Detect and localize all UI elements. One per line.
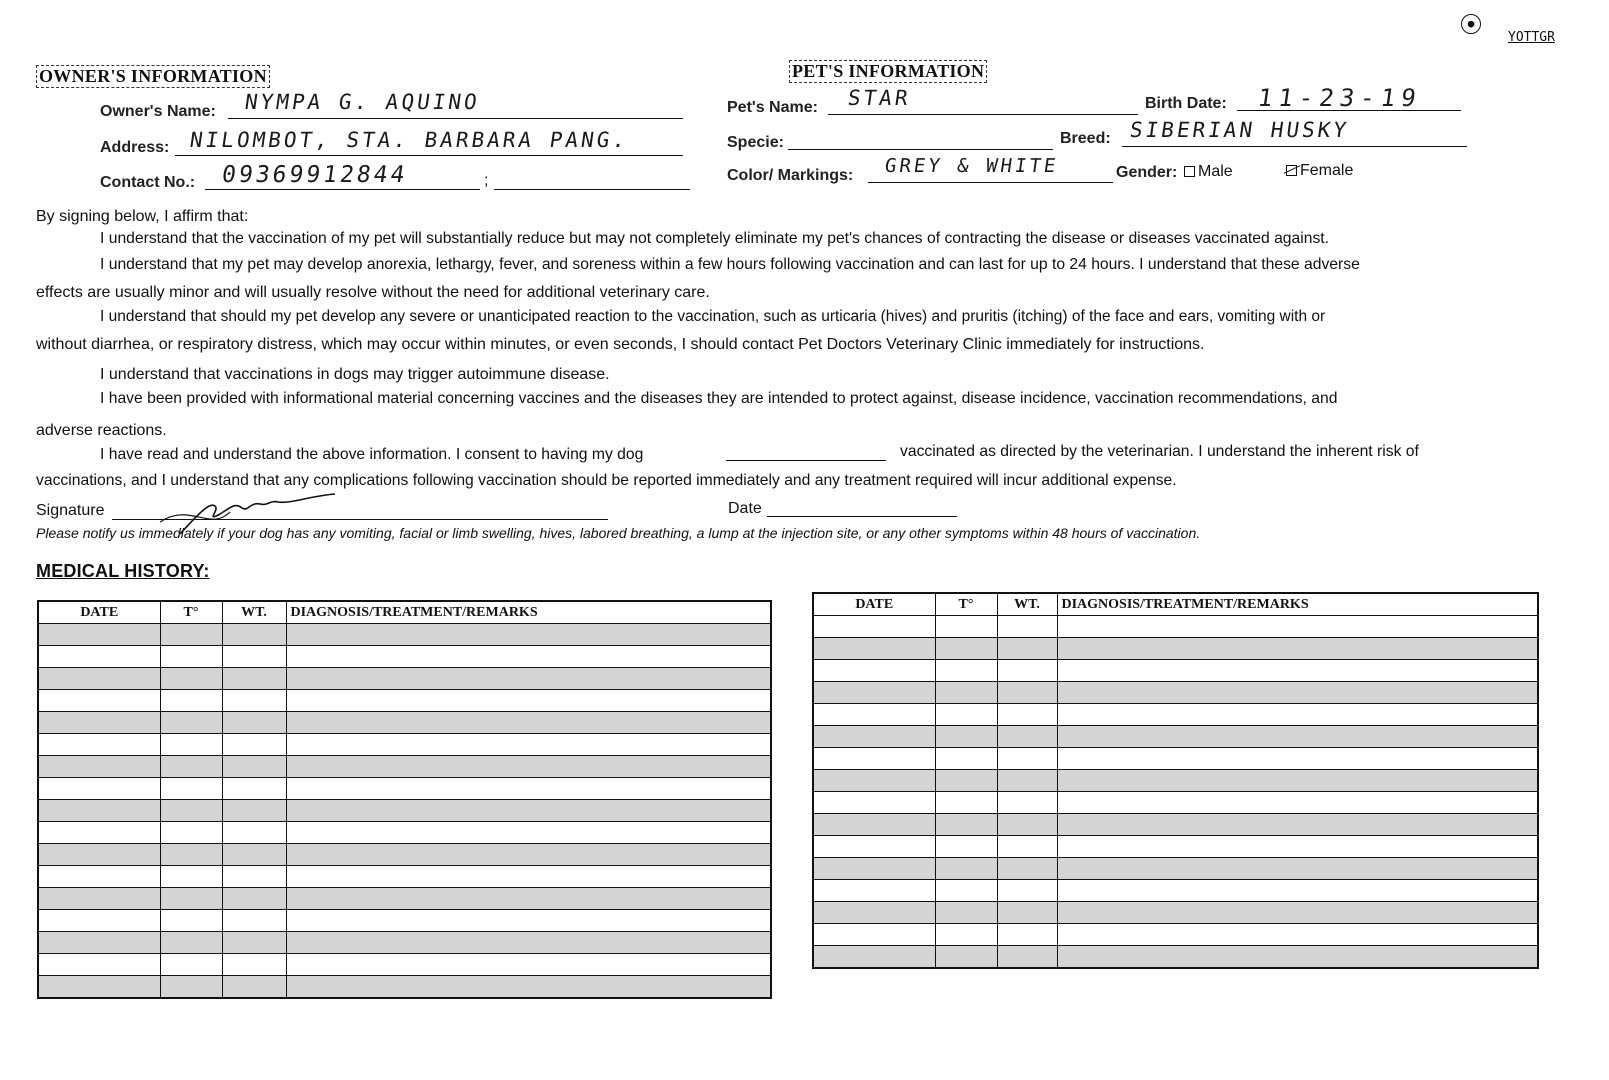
col-diagnosis: DIAGNOSIS/TREATMENT/REMARKS [1057, 593, 1538, 616]
pet-name-label: Pet's Name: [727, 99, 818, 116]
medical-history-title: MEDICAL HISTORY: [36, 561, 210, 581]
table-header-row [813, 593, 1538, 616]
table-row[interactable] [38, 844, 771, 866]
date-line[interactable] [767, 516, 957, 517]
table-row[interactable] [813, 858, 1538, 880]
col-temp: T° [935, 593, 997, 616]
medical-history-table-right [812, 592, 1539, 969]
table-row[interactable] [38, 910, 771, 932]
table-row[interactable] [38, 646, 771, 668]
gender-female-option[interactable] [1286, 162, 1353, 180]
col-date: DATE [38, 601, 160, 624]
gender-label: Gender: [1116, 164, 1178, 181]
specie-label: Specie: [727, 134, 784, 151]
table-row[interactable] [38, 800, 771, 822]
color-markings-label: Color/ Markings: [727, 167, 854, 184]
table-row[interactable] [38, 734, 771, 756]
corner-code: YOTTGR [1508, 30, 1555, 45]
table-row[interactable] [38, 954, 771, 976]
specie-line [788, 149, 1053, 150]
breed-value[interactable]: SIBERIAN HUSKY [1128, 118, 1351, 142]
consent-p6a-pre: I have read and understand the above information. I consent to having my dog [100, 446, 644, 463]
table-row[interactable] [38, 712, 771, 734]
consent-p6b: vaccinations, and I understand that any complications following vaccination should be reported immediately and any treatment required will incur additional expense. [36, 472, 1177, 489]
consent-p1: I understand that the vaccination of my pet will substantially reduce but may not completely eliminate my pet's chances of contracting the disease or diseases vaccinated against. [100, 230, 1330, 247]
table-row[interactable] [813, 726, 1538, 748]
table-row[interactable] [813, 748, 1538, 770]
pet-name-value[interactable]: STAR [846, 86, 913, 110]
pet-name-line [828, 114, 1138, 115]
col-weight: WT. [997, 593, 1057, 616]
table-row[interactable] [38, 822, 771, 844]
table-row[interactable] [813, 704, 1538, 726]
table-row[interactable] [813, 616, 1538, 638]
color-markings-line [868, 182, 1113, 183]
address-label: Address: [100, 139, 170, 156]
consent-p4: I understand that vaccinations in dogs may trigger autoimmune disease. [100, 366, 610, 383]
contact-line-1 [205, 189, 480, 190]
owner-name-label: Owner's Name: [100, 103, 216, 120]
table-row[interactable] [38, 756, 771, 778]
owner-name-value[interactable]: NYMPA G. AQUINO [243, 90, 482, 114]
male-checkbox[interactable] [1184, 166, 1195, 177]
table-row[interactable] [38, 668, 771, 690]
contact-separator: ; [484, 172, 489, 189]
contact-label: Contact No.: [100, 174, 196, 191]
consent-p5a: I have been provided with informational material concerning vaccines and the diseases they are intended to protect against, disease incidence, vaccination recommendations, and [100, 390, 1338, 407]
table-row[interactable] [38, 690, 771, 712]
address-value[interactable]: NILOMBOT, STA. BARBARA PANG. [188, 128, 630, 152]
address-line [175, 155, 683, 156]
table-row[interactable] [813, 946, 1538, 969]
birth-date-label: Birth Date: [1145, 95, 1227, 112]
medical-history-table-left [37, 600, 772, 999]
consent-p2b: effects are usually minor and will usually resolve without the need for additional veterinary care. [36, 284, 710, 301]
consent-p3b: without diarrhea, or respiratory distress, which may occur within minutes, or even seconds, I should contact Pet Doctors Veterinary Clinic immediately for instructions. [36, 336, 1205, 353]
breed-label: Breed: [1060, 130, 1111, 147]
signature-label: Signature [36, 502, 105, 519]
table-row[interactable] [38, 624, 771, 646]
owner-name-line [228, 118, 683, 119]
table-row[interactable] [813, 924, 1538, 946]
notify-notice: Please notify us immediately if your dog has any vomiting, facial or limb swelling, hives, labored breathing, a lump at the injection site, or any other symptoms within 48 hours of vaccination. [36, 525, 1201, 541]
breed-line [1122, 146, 1467, 147]
table-row[interactable] [813, 814, 1538, 836]
date-label: Date [728, 500, 762, 517]
consent-p2a: I understand that my pet may develop anorexia, lethargy, fever, and soreness within a few hours following vaccination and can last for up to 24 hours. I understand that these adverse [100, 256, 1360, 273]
table-row[interactable] [38, 778, 771, 800]
gender-male-option[interactable] [1184, 163, 1233, 181]
owner-section-title: OWNER'S INFORMATION [36, 65, 270, 88]
table-header-row [38, 601, 771, 624]
table-row[interactable] [813, 880, 1538, 902]
col-date: DATE [813, 593, 935, 616]
table-row[interactable] [813, 682, 1538, 704]
contact-value[interactable]: 09369912844 [220, 162, 410, 188]
table-row[interactable] [38, 976, 771, 999]
col-temp: T° [160, 601, 222, 624]
table-row[interactable] [38, 866, 771, 888]
consent-p3a: I understand that should my pet develop any severe or unanticipated reaction to the vaccination, such as urticaria (hives) and pruritis (itching) of the face and ears, vomiting with or [100, 308, 1326, 325]
col-weight: WT. [222, 601, 286, 624]
table-row[interactable] [813, 792, 1538, 814]
table-row[interactable] [813, 770, 1538, 792]
dog-name-blank[interactable] [726, 460, 886, 461]
table-row[interactable] [38, 932, 771, 954]
table-row[interactable] [813, 638, 1538, 660]
female-label: Female [1300, 162, 1354, 179]
col-diagnosis: DIAGNOSIS/TREATMENT/REMARKS [286, 601, 771, 624]
circled-mark: ● [1461, 14, 1481, 34]
table-row[interactable] [813, 836, 1538, 858]
contact-line-2 [494, 189, 690, 190]
table-row[interactable] [38, 888, 771, 910]
consent-intro: By signing below, I affirm that: [36, 208, 249, 225]
male-label: Male [1198, 163, 1233, 180]
table-row[interactable] [813, 660, 1538, 682]
table-row[interactable] [813, 902, 1538, 924]
birth-date-value[interactable]: 11-23-19 [1256, 84, 1424, 112]
female-checkbox[interactable] [1286, 165, 1297, 176]
consent-p5b: adverse reactions. [36, 422, 167, 439]
color-markings-value[interactable]: GREY & WHITE [883, 155, 1060, 177]
consent-p6a-post: vaccinated as directed by the veterinarian. I understand the inherent risk of [900, 443, 1419, 460]
pet-section-title: PET'S INFORMATION [789, 60, 987, 83]
